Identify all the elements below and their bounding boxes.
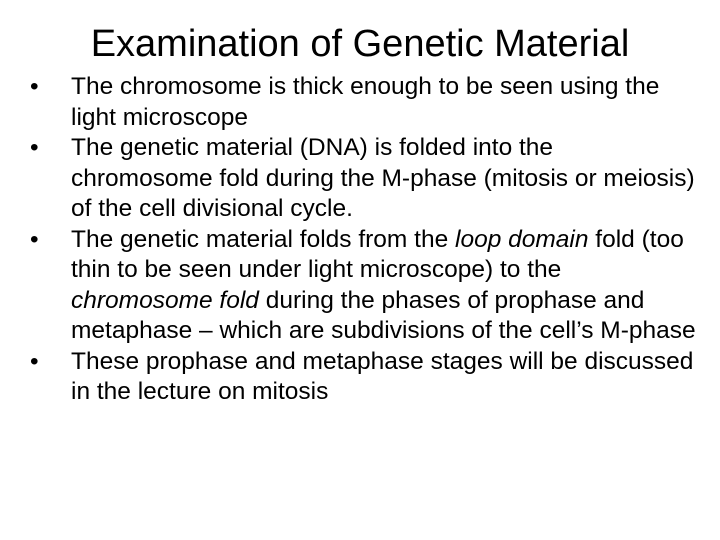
slide-title: Examination of Genetic Material <box>90 23 630 65</box>
bullet-dot: • <box>30 347 39 375</box>
italic-term-chromosome-fold: chromosome fold <box>71 286 259 314</box>
bullet-dot: • <box>30 73 39 100</box>
bullet-list <box>30 72 700 408</box>
bullet-dot: • <box>30 225 39 253</box>
bullet-text: The genetic material (DNA) is folded into the chromosome fold during the M-phase (mitosis or meiosis) of the cell divisional cycle. <box>71 134 695 222</box>
bullet-dot: • <box>30 134 39 161</box>
italic-term-loop-domain: loop domain <box>455 225 589 253</box>
bullet-text: The chromosome is thick enough to be seen using the light microscope <box>71 73 660 131</box>
bullet-item <box>30 225 700 347</box>
bullet-item <box>30 347 700 408</box>
bullet-item <box>30 133 700 225</box>
bullet-text: The genetic material folds from the <box>71 225 456 253</box>
bullet-item <box>30 72 700 133</box>
bullet-text: fold (too thin to be seen under light microscope) to the <box>71 225 684 283</box>
bullet-text: These prophase and metaphase stages will be discussed in the lecture on mitosis <box>71 347 694 405</box>
bullet-text: during the phases of prophase and metaphase – which are subdivisions of the cell’s M-phase <box>71 286 696 344</box>
